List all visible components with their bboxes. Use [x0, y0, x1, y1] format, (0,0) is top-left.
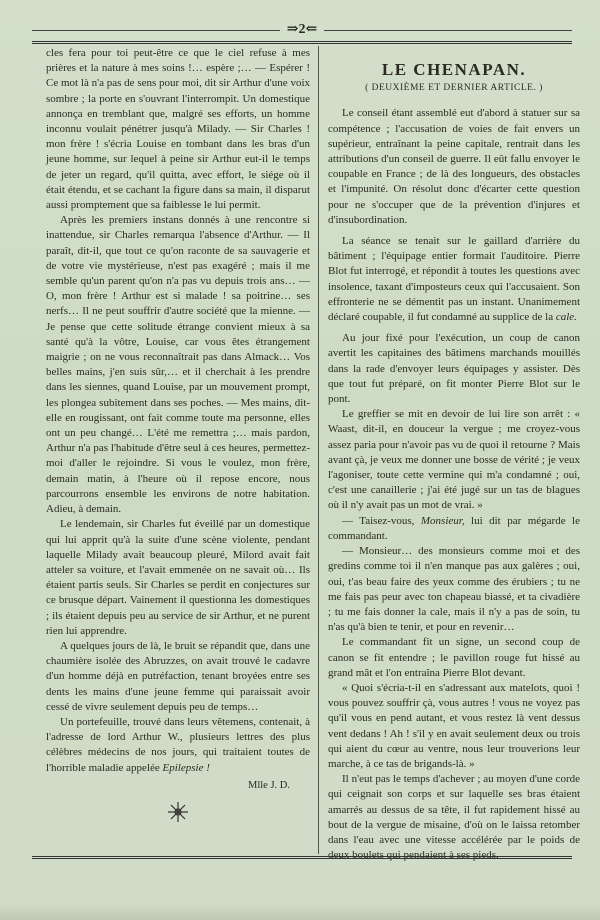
left-paragraph: A quelques jours de là, le bruit se répandit que, dans une chaumière isolée des Abruzzes, on avait trouvé le cadavre d'un homme déjà en putréfaction, tenant broyées entre ses dents les mains d'une jeune femme qui paraissait avoir cessé de vivre seulement depuis peu de temps…	[46, 639, 310, 713]
right-paragraph: « Quoi s'écria-t-il en s'adressant aux matelots, quoi ! vous pouvez souffrir çà, vous autres ! vous ne voyez pas qu'il vous en pend autant, et vous restez là vent dessus vent dedans ! Ah ! s'il y en avait seulement deux ou trois qui aient du cœur au ventre, nous leur trouverions leur marche, à ce tas de brigands-là. »	[328, 681, 580, 770]
left-column	[46, 46, 310, 828]
right-column	[328, 46, 580, 863]
header-rule-left	[32, 30, 280, 31]
left-paragraph-text: Un portefeuille, trouvé dans leurs vêtemens, contenait, à l'adresse de lord Arthur W., plusieurs lettres des plus célèbres médecins de nos jours, qui traitaient toutes de l'horrible maladie appelée	[46, 715, 310, 774]
article-subtitle: ( DEUXIÈME ET DERNIER ARTICLE. )	[365, 83, 543, 94]
right-paragraph: Il n'eut pas le temps d'achever ; au moyen d'une corde qui ceignait son corps et sur laquelle ses bras étaient amarrés au dessus de sa tête, il fut rapidement hissé au bout de la vergue de misaine, d'où on le laissa retomber dans l'eau avec une vitesse accélérée par le poids de deux boulets qui pendaient à ses pieds.	[328, 773, 580, 862]
right-paragraph-text: La séance se tenait sur le gaillard d'arrière du bâtiment ; l'équipage entier formait l'auditoire. Pierre Blot fut interrogé, et répondit à toutes les questions avec insolence, taxant d'imposteurs ceux qui l'accusaient. Son effronterie ne se démentit pas un instant. Unanimement déclaré coupable, il fut condamné au supplice de la	[328, 235, 580, 324]
page-edge	[0, 905, 600, 920]
right-paragraph	[328, 234, 580, 325]
page-header	[32, 22, 572, 40]
right-paragraph-emphasis: cale.	[555, 311, 577, 324]
page-number-value: 2	[298, 22, 306, 37]
right-paragraph: Le conseil étant assemblé eut d'abord à statuer sur sa compétence ; l'accusation de voies de fait envers un supérieur, entraînant la peine capitale, rentrait dans les attributions d'un conseil de guerre. Il eût fallu envoyer le coupable en France ; de là des longueurs, des obstacles et l'impunité. On résolut donc d'écarter cette question pour ne s'occuper que de la prévention d'injures et d'insubordination.	[328, 107, 580, 226]
left-paragraph	[46, 715, 310, 776]
right-paragraph-tail: lui dit par mégarde le commandant.	[328, 514, 580, 542]
page-number-mark-left: ⇒	[286, 22, 299, 37]
left-paragraph: Le lendemain, sir Charles fut éveillé par un domestique qui lui apprit qu'à la suite d'une scène violente, pendant laquelle Milady avait beaucoup pleuré, Milord avait fait atteler sa voiture, et l'avait emmenée on ne savait où… Ils étaient partis seuls. Sir Charles se perdit en conjectures sur ce brusque départ. Vainement il questionna les domestiques ; ils étaient depuis peu au service de sir Arthur, et ne purent rien lui apprendre.	[46, 518, 310, 637]
signature: Mlle J. D.	[248, 779, 290, 791]
right-paragraph: Le commandant fit un signe, un second coup de canon se fit entendre ; le pavillon rouge fut hissé au grand mât et l'on entraîna Pierre Blot devant.	[328, 636, 580, 679]
column-divider	[318, 46, 319, 854]
fleuron-star-icon	[46, 801, 310, 828]
right-paragraph-text: — Taisez-vous,	[342, 514, 415, 527]
page-number-mark-right: ⇐	[305, 22, 318, 37]
left-paragraph: cles fera pour toi peut-être ce que le ciel refuse à mes prières et la nature à mes soins !… espère ;… — Espérer ! Ce mot là n'a pas de sens pour moi, dit sir Arthur d'une voix sombre ; la porte en s'ouvrant l'interrompit. Un domestique annonça en tremblant que, malgré ses efforts, un homme inconnu voulait pénétrer jusqu'à Milady. — Sir Charles ! mon frère ! s'écria Louise en tombant dans les bras d'un jeune homme, sur lequel à peine sir Arthur eut-il le temps de jeter un regard, qu'il quitta, avec effort, le siége où il était étendu, et se cachant la figure dans sa main, il disparut aussi promptement que sa faiblesse le lui permit.	[46, 47, 310, 212]
right-paragraph: Au jour fixé pour l'exécution, un coup de canon avertit les capitaines des bâtimens marchands mouillés dans la rade d'envoyer leurs équipages y assister. Dès que tout fut préparé, on fit monter Pierre Blot sur le pont.	[328, 332, 580, 406]
left-paragraph: Après les premiers instans donnés à une rencontre si inattendue, sir Charles remarqua l'absence d'Arthur. — Il paraît, dit-il, que tout ce qu'on raconte de sa sauvagerie et de votre vie mystérieuse, n'est pas exagéré ; mais il me semble qu'un parent qu'on n'a pas vu depuis trois ans… — O, mon frère ! Arthur est si malade ! sa poitrine… ses nerfs… Il ne peut souffrir d'autre société que la mienne. — Je pense que cette solitude étrange convient mieux à sa santé qu'à la vôtre, Louise, car vous êtes étrangement maigrie ; on ne vous reconnaîtrait pas dans Almack… Vos belles mains, j'en suis sûr,… et il cherchait à les prendre dans les siennes, quand Louise, par un mouvement prompt, les plongea subitement dans ses poches. — Mes mains, dit-elle en rougissant, ont fait comme toute ma personne, elles ont un peu changé… L'été me remettra ;… mais pardon, Arthur n'a pas l'habitude d'être seul à ces heures, permettez-moi d'aller le rejoindre. Si vous le voulez, mon frère, demain matin, à l'heure où il repose encore, nous parcourrons ensemble les environs de notre habitation. Adieu, à demain.	[46, 214, 310, 516]
right-paragraph: — Monsieur… des monsieurs comme moi et des gredins comme toi il n'en manque pas aux galères ; oui, oui, t'as beau faire des yeux comme des érubiers ; tu ne me fais pas peur avec ton chapeau biassé, et ta civadière ; tu me fais donner la cale, mais il n'y a pas de soin, tu n'as qu'à bien te tenir, et pour en revenir…	[328, 545, 580, 634]
right-paragraph	[328, 514, 580, 544]
left-paragraph-emphasis: Epilepsie !	[162, 761, 210, 774]
header-rule-right	[324, 30, 572, 31]
top-rule-inner	[32, 43, 572, 44]
top-rule	[32, 41, 572, 42]
right-paragraph-emphasis: Monsieur,	[420, 514, 465, 527]
bottom-rule	[32, 856, 572, 859]
right-paragraph: Le greffier se mit en devoir de lui lire son arrêt : « Waast, dit-il, en douceur la vergue ; me croyez-vous assez paria pour n'avoir pas vu de quoi il retourne ? Mais avant çà, je veux me donner une bosse de vérité ; je veux l'agoniser, toute cette vermine qui m'a condamné ; oui, c'est une canaillerie ; j'ai été jugé sur un tas de blagues où il n'y avait pas un mot de vrai. »	[328, 408, 580, 512]
article-title: LE CHENAPAN.	[381, 60, 527, 79]
page-number	[282, 22, 322, 38]
